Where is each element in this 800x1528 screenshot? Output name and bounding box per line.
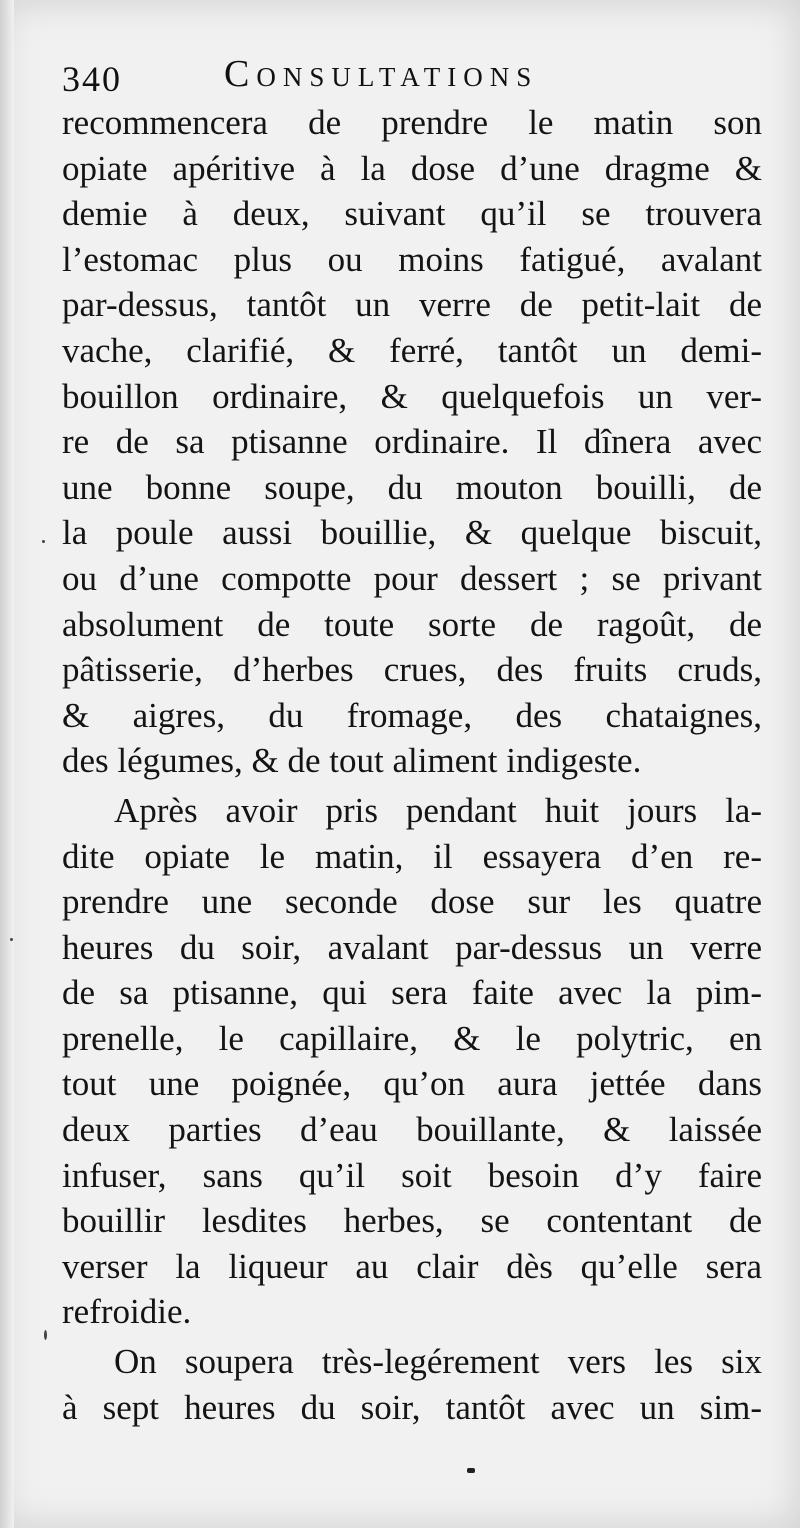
text-line: bouillir lesdites herbes, se contentant de: [62, 1201, 762, 1241]
running-title: Consultations: [224, 53, 539, 95]
text-line: demie à deux, suivant qu’il se trouvera: [62, 194, 762, 234]
text-line: vache, clarifié, & ferré, tantôt un demi-: [62, 330, 762, 370]
text-line: la poule aussi bouillie, & quelque biscuit,: [62, 513, 762, 553]
page-gutter-shadow: [0, 0, 14, 1528]
text-line: absolument de toute sorte de ragoût, de: [62, 604, 762, 644]
ink-speck: [10, 938, 13, 941]
text-line: refroidie.: [62, 1292, 192, 1332]
text-line: verser la liqueur au clair dès qu’elle sera: [62, 1246, 762, 1286]
ink-speck: [44, 1330, 47, 1340]
text-line: opiate apéritive à la dose d’une dragme &: [62, 148, 762, 188]
text-line: tout une poignée, qu’on aura jettée dans: [62, 1064, 762, 1104]
text-line: On soupera très-legérement vers les six: [114, 1342, 762, 1382]
text-line: une bonne soupe, du mouton bouilli, de: [62, 467, 762, 507]
paragraph-1: [62, 100, 762, 784]
text-line: re de sa ptisanne ordinaire. Il dînera avec: [62, 422, 762, 462]
text-line: des légumes, & de tout aliment indigeste.: [62, 741, 642, 781]
text-line: ou d’une compotte pour dessert ; se privant: [62, 558, 762, 598]
ink-mark: [467, 1468, 475, 1473]
body-text: [62, 100, 762, 1430]
text-line: pâtisserie, d’herbes crues, des fruits cruds,: [62, 650, 762, 690]
text-line: recommencera de prendre le matin son: [62, 103, 762, 142]
text-line: infuser, sans qu’il soit besoin d’y faire: [62, 1155, 762, 1195]
text-line: prenelle, le capillaire, & le polytric, en: [62, 1018, 762, 1058]
text-line: l’estomac plus ou moins fatigué, avalant: [62, 239, 762, 279]
text-line: prendre une seconde dose sur les quatre: [62, 882, 762, 922]
text-line: de sa ptisanne, qui sera faite avec la pim-: [62, 973, 762, 1013]
text-line: deux parties d’eau bouillante, & laissée: [62, 1110, 762, 1150]
text-line: & aigres, du fromage, des chataignes,: [62, 695, 762, 735]
text-line: dite opiate le matin, il essayera d’en re-: [62, 836, 762, 876]
text-line: par-dessus, tantôt un verre de petit-lait de: [62, 285, 762, 325]
text-line: Après avoir pris pendant huit jours la-: [114, 790, 762, 830]
paragraph-2: [62, 788, 762, 1335]
text-line: bouillon ordinaire, & quelquefois un ver-: [62, 376, 762, 416]
running-head: [62, 48, 762, 100]
page-number: 340: [62, 59, 122, 99]
ink-speck: [42, 540, 45, 543]
text-line: à sept heures du soir, tantôt avec un sim-: [62, 1387, 762, 1427]
text-line: heures du soir, avalant par-dessus un verre: [62, 927, 762, 967]
paragraph-3: [62, 1339, 762, 1430]
